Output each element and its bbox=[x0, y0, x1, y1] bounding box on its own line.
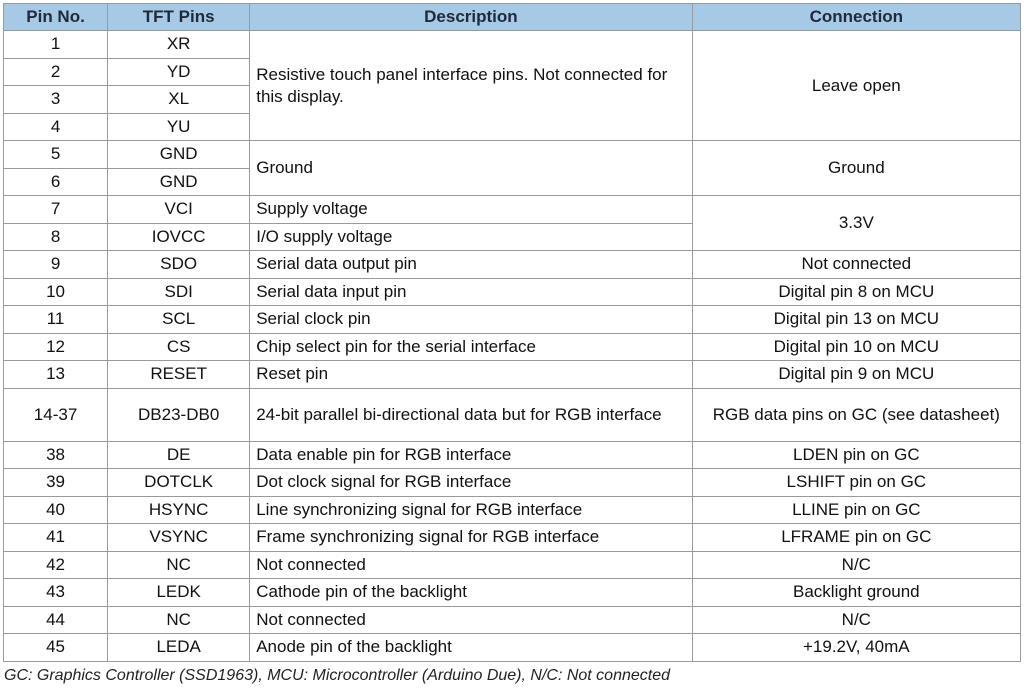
pin-number: 5 bbox=[4, 141, 108, 169]
table-row bbox=[4, 579, 1021, 607]
pin-number: 12 bbox=[4, 333, 108, 361]
tft-pin: VCI bbox=[108, 196, 250, 224]
description-cell: Not connected bbox=[250, 551, 692, 579]
table-row bbox=[4, 141, 1021, 169]
tft-pin: SCL bbox=[108, 306, 250, 334]
tft-pin: XR bbox=[108, 31, 250, 59]
connection-cell: +19.2V, 40mA bbox=[692, 634, 1020, 662]
tft-pin: DB23-DB0 bbox=[108, 388, 250, 441]
tft-pin: RESET bbox=[108, 361, 250, 389]
description-cell: Serial data input pin bbox=[250, 278, 692, 306]
table-header-row bbox=[4, 4, 1021, 31]
table-row bbox=[4, 496, 1021, 524]
table-row bbox=[4, 551, 1021, 579]
pin-number: 39 bbox=[4, 469, 108, 497]
connection-cell: Backlight ground bbox=[692, 579, 1020, 607]
tft-pin: DOTCLK bbox=[108, 469, 250, 497]
tft-pin: XL bbox=[108, 86, 250, 114]
table-row bbox=[4, 278, 1021, 306]
description-cell: Serial clock pin bbox=[250, 306, 692, 334]
pin-number: 42 bbox=[4, 551, 108, 579]
pin-number: 45 bbox=[4, 634, 108, 662]
pin-number: 41 bbox=[4, 524, 108, 552]
description-cell: Frame synchronizing signal for RGB interface bbox=[250, 524, 692, 552]
table-row bbox=[4, 196, 1021, 224]
header-pin-no: Pin No. bbox=[4, 4, 108, 31]
description-cell: Anode pin of the backlight bbox=[250, 634, 692, 662]
table-row bbox=[4, 333, 1021, 361]
pin-number: 10 bbox=[4, 278, 108, 306]
table-row bbox=[4, 361, 1021, 389]
description-cell: Data enable pin for RGB interface bbox=[250, 441, 692, 469]
pin-number: 3 bbox=[4, 86, 108, 114]
tft-pin: YD bbox=[108, 58, 250, 86]
pin-number: 7 bbox=[4, 196, 108, 224]
header-tft-pins: TFT Pins bbox=[108, 4, 250, 31]
table-row bbox=[4, 31, 1021, 59]
description-cell: 24-bit parallel bi-directional data but for RGB interface bbox=[250, 388, 692, 441]
pin-table bbox=[3, 3, 1021, 662]
tft-pin: NC bbox=[108, 606, 250, 634]
tft-pin: GND bbox=[108, 168, 250, 196]
tft-pin: SDO bbox=[108, 251, 250, 279]
footnote: GC: Graphics Controller (SSD1963), MCU: Microcontroller (Arduino Due), N/C: Not connected bbox=[4, 667, 671, 684]
tft-pin: NC bbox=[108, 551, 250, 579]
table-row bbox=[4, 251, 1021, 279]
description-cell: I/O supply voltage bbox=[250, 223, 692, 251]
pin-number: 8 bbox=[4, 223, 108, 251]
connection-cell: RGB data pins on GC (see datasheet) bbox=[692, 388, 1020, 441]
pin-number: 44 bbox=[4, 606, 108, 634]
description-cell: Resistive touch panel interface pins. Not connected for this display. bbox=[250, 31, 692, 141]
pin-number: 43 bbox=[4, 579, 108, 607]
tft-pin: LEDA bbox=[108, 634, 250, 662]
tft-pin: HSYNC bbox=[108, 496, 250, 524]
tft-pin: DE bbox=[108, 441, 250, 469]
pin-number: 38 bbox=[4, 441, 108, 469]
tft-pin: YU bbox=[108, 113, 250, 141]
pin-number: 40 bbox=[4, 496, 108, 524]
table-row bbox=[4, 306, 1021, 334]
description-cell: Dot clock signal for RGB interface bbox=[250, 469, 692, 497]
table-row bbox=[4, 524, 1021, 552]
pin-number: 6 bbox=[4, 168, 108, 196]
connection-cell: Digital pin 9 on MCU bbox=[692, 361, 1020, 389]
header-description: Description bbox=[250, 4, 692, 31]
tft-pin: IOVCC bbox=[108, 223, 250, 251]
connection-cell: Digital pin 13 on MCU bbox=[692, 306, 1020, 334]
table-row bbox=[4, 441, 1021, 469]
tft-pin: LEDK bbox=[108, 579, 250, 607]
table-row bbox=[4, 634, 1021, 662]
description-cell: Supply voltage bbox=[250, 196, 692, 224]
pin-number: 13 bbox=[4, 361, 108, 389]
connection-cell: Digital pin 8 on MCU bbox=[692, 278, 1020, 306]
pin-number: 11 bbox=[4, 306, 108, 334]
connection-cell: 3.3V bbox=[692, 196, 1020, 251]
header-connection: Connection bbox=[692, 4, 1020, 31]
tft-pin: SDI bbox=[108, 278, 250, 306]
description-cell: Not connected bbox=[250, 606, 692, 634]
pin-number: 2 bbox=[4, 58, 108, 86]
table-row bbox=[4, 469, 1021, 497]
table-row bbox=[4, 606, 1021, 634]
connection-cell: LDEN pin on GC bbox=[692, 441, 1020, 469]
pin-number: 4 bbox=[4, 113, 108, 141]
description-cell: Reset pin bbox=[250, 361, 692, 389]
connection-cell: LSHIFT pin on GC bbox=[692, 469, 1020, 497]
connection-cell: N/C bbox=[692, 551, 1020, 579]
description-cell: Cathode pin of the backlight bbox=[250, 579, 692, 607]
connection-cell: Ground bbox=[692, 141, 1020, 196]
pin-number: 9 bbox=[4, 251, 108, 279]
connection-cell: N/C bbox=[692, 606, 1020, 634]
tft-pin: CS bbox=[108, 333, 250, 361]
description-cell: Ground bbox=[250, 141, 692, 196]
connection-cell: Digital pin 10 on MCU bbox=[692, 333, 1020, 361]
connection-cell: LFRAME pin on GC bbox=[692, 524, 1020, 552]
connection-cell: Not connected bbox=[692, 251, 1020, 279]
tft-pin: GND bbox=[108, 141, 250, 169]
connection-cell: Leave open bbox=[692, 31, 1020, 141]
tft-pin: VSYNC bbox=[108, 524, 250, 552]
description-cell: Chip select pin for the serial interface bbox=[250, 333, 692, 361]
description-cell: Line synchronizing signal for RGB interface bbox=[250, 496, 692, 524]
pin-number: 14-37 bbox=[4, 388, 108, 441]
pin-number: 1 bbox=[4, 31, 108, 59]
connection-cell: LLINE pin on GC bbox=[692, 496, 1020, 524]
table-row bbox=[4, 388, 1021, 441]
description-cell: Serial data output pin bbox=[250, 251, 692, 279]
